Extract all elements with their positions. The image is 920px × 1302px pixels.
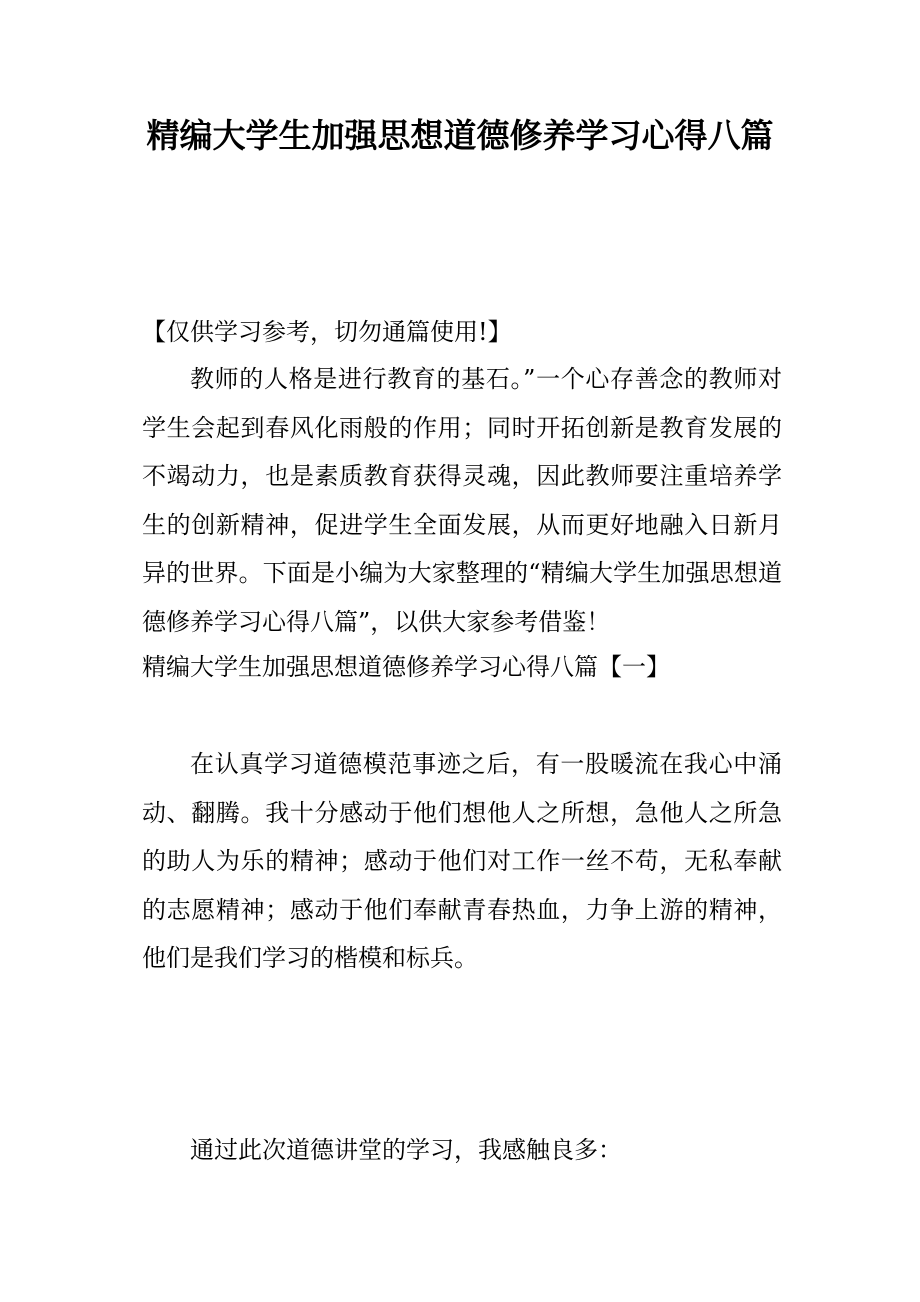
section-heading: 精编大学生加强思想道德修养学习心得八篇【一】 (142, 653, 670, 681)
body-paragraph-2: 通过此次道德讲堂的学习，我感触良多： (190, 1136, 622, 1164)
usage-notice: 【仅供学习参考，切勿通篇使用!】 (142, 318, 512, 346)
body-paragraph-1: 在认真学习道德模范事迹之后，有一股暖流在我心中涌动、翻腾。我十分感动于他们想他人之所想，急他人之所急的助人为乐的精神；感动于他们对工作一丝不苟，无私奉献的志愿精神；感动于他们奉献青春热血，力争上游的精神，他们是我们学习的楷模和标兵。 (142, 750, 782, 972)
document-title: 精编大学生加强思想道德修养学习心得八篇 (146, 116, 774, 155)
intro-paragraph: 教师的人格是进行教育的基石。”一个心存善念的教师对学生会起到春风化雨般的作用；同时开拓创新是教育发展的不竭动力，也是素质教育获得灵魂，因此教师要注重培养学生的创新精神，促进学生全面发展，从而更好地融入日新月异的世界。下面是小编为大家整理的“精编大学生加强思想道德修养学习心得八篇”，以供大家参考借鉴！ (142, 365, 782, 636)
